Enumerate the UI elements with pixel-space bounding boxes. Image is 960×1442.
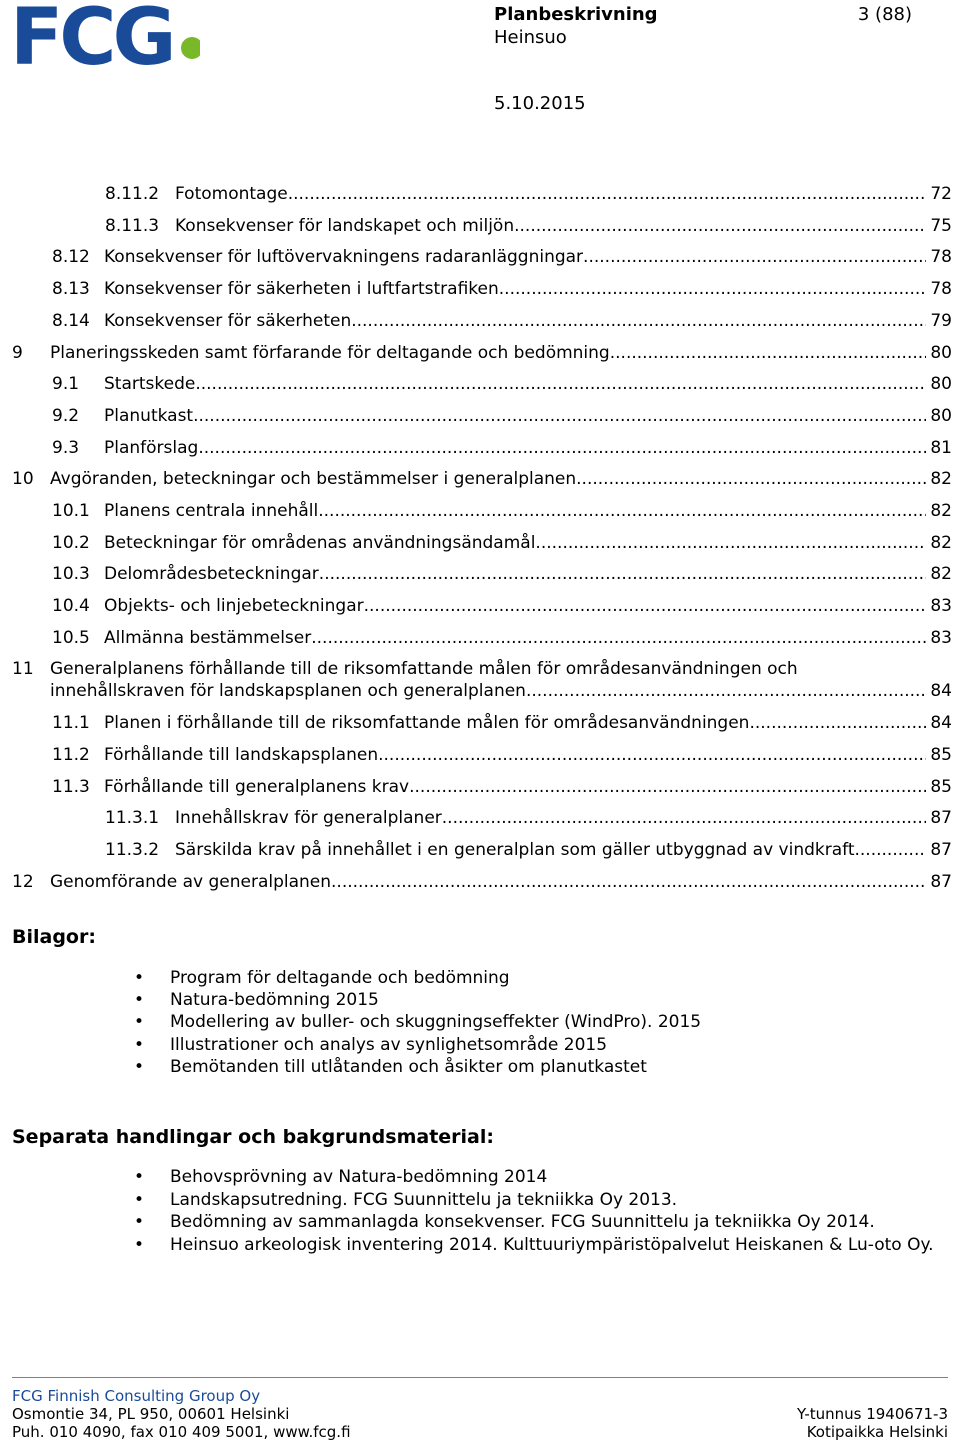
- toc-entry-title: Konsekvenser för säkerheten i luftfartstrafiken: [104, 279, 499, 299]
- toc-entry-title: Förhållande till generalplanens krav: [104, 777, 410, 797]
- toc-entry[interactable]: [52, 405, 952, 427]
- list-item-text: Program för deltagande och bedömning: [170, 968, 510, 988]
- toc-entry-title: Särskilda krav på innehållet i en generalplan som gäller utbyggnad av vindkraft: [175, 840, 855, 860]
- toc-entry-title: Fotomontage: [175, 184, 288, 204]
- list-item: [134, 967, 945, 989]
- toc-entry-page: 80: [930, 343, 952, 363]
- toc-entry[interactable]: [12, 342, 952, 364]
- list-item-text: Bemötanden till utlåtanden och åsikter om planutkastet: [170, 1057, 647, 1077]
- toc-dot-leader: [576, 468, 926, 490]
- toc-entry-number: 8.11.3: [105, 216, 160, 236]
- list-item: [134, 1056, 945, 1078]
- toc-entry-title: Avgöranden, beteckningar och bestämmelser i generalplanen: [50, 469, 577, 489]
- toc-dot-leader: [442, 807, 927, 829]
- list-item-text: Behovsprövning av Natura-bedömning 2014: [170, 1167, 548, 1187]
- toc-entry-title: Planens centrala innehåll: [104, 501, 319, 521]
- toc-entry-page: 79: [930, 311, 952, 331]
- toc-dot-leader: [610, 342, 927, 364]
- toc-dot-leader: [318, 500, 926, 522]
- toc-dot-leader: [351, 310, 926, 332]
- list-item: [134, 989, 945, 1011]
- toc-entry[interactable]: [52, 500, 952, 522]
- toc-entry-title: Planförslag: [104, 438, 199, 458]
- toc-entry-title: Konsekvenser för luftövervakningens radaranläggningar: [104, 247, 584, 267]
- toc-entry-page: 83: [930, 596, 952, 616]
- toc-entry-number: 11.2: [52, 745, 90, 765]
- toc-entry-number: 11.3: [52, 777, 90, 797]
- footer-divider: [12, 1377, 948, 1378]
- toc-entry-title: Generalplanens förhållande till de riksomfattande målen för områdesanvändningen och: [50, 659, 798, 679]
- document-subtitle: Heinsuo: [494, 27, 567, 48]
- list-item-text: Heinsuo arkeologisk inventering 2014. Kulttuuriympäristöpalvelut Heiskanen & Lu-oto Oy.: [170, 1235, 934, 1255]
- toc-entry[interactable]: [52, 373, 952, 395]
- toc-entry[interactable]: [52, 776, 952, 798]
- toc-dot-leader: [855, 839, 927, 861]
- toc-dot-leader: [319, 563, 927, 585]
- bullet-icon: •: [134, 1057, 145, 1077]
- toc-entry[interactable]: [12, 468, 952, 490]
- toc-entry-page: 80: [930, 406, 952, 426]
- footer-address: Osmontie 34, PL 950, 00601 Helsinki: [12, 1405, 290, 1423]
- toc-entry-page: 80: [930, 374, 952, 394]
- fcg-logo: [10, 2, 200, 68]
- toc-entry-number: 8.11.2: [105, 184, 160, 204]
- list-item: [134, 1234, 945, 1256]
- toc-entry-page: 87: [930, 840, 952, 860]
- list-item-text: Landskapsutredning. FCG Suunnittelu ja tekniikka Oy 2013.: [170, 1190, 678, 1210]
- fcg-logo-text: FCG: [10, 2, 173, 68]
- toc-dot-leader: [499, 278, 927, 300]
- toc-entry-page: 75: [930, 216, 952, 236]
- list-item: [134, 1211, 945, 1233]
- bullet-icon: •: [134, 990, 145, 1010]
- toc-entry-title: Objekts- och linjebeteckningar: [104, 596, 364, 616]
- toc-entry-number: 12: [12, 872, 34, 892]
- toc-dot-leader: [514, 215, 926, 237]
- toc-entry-page: 87: [930, 808, 952, 828]
- fcg-logo-dot: [181, 37, 200, 59]
- toc-entry-title: Konsekvenser för säkerheten: [104, 311, 352, 331]
- toc-entry-title: Planeringsskeden samt förfarande för deltagande och bedömning: [50, 343, 610, 363]
- toc-entry-number: 8.14: [52, 311, 90, 331]
- toc-entry-page: 85: [930, 745, 952, 765]
- toc-entry[interactable]: [52, 278, 952, 300]
- toc-entry-page: 82: [930, 533, 952, 553]
- toc-entry-title: Delområdesbeteckningar: [104, 564, 319, 584]
- list-item-text: Illustrationer och analys av synlighetsområde 2015: [170, 1035, 608, 1055]
- list-item: [134, 1034, 945, 1056]
- toc-entry[interactable]: [12, 658, 798, 680]
- toc-entry[interactable]: [105, 807, 952, 829]
- toc-entry-page: 83: [930, 628, 952, 648]
- toc-entry-title: Förhållande till landskapsplanen: [104, 745, 379, 765]
- toc-entry-number: 9.3: [52, 438, 80, 458]
- toc-entry-number: 11.3.1: [105, 808, 160, 828]
- toc-entry[interactable]: [105, 215, 952, 237]
- toc-entry-page: 82: [930, 564, 952, 584]
- toc-dot-leader: [409, 776, 926, 798]
- footer-domicile: Kotipaikka Helsinki: [806, 1423, 948, 1441]
- toc-entry-title: Beteckningar för områdenas användningsändamål: [104, 533, 536, 553]
- document-date: 5.10.2015: [494, 93, 586, 114]
- toc-dot-leader: [288, 183, 927, 205]
- toc-dot-leader: [311, 627, 926, 649]
- toc-entry-page: 84: [930, 681, 952, 701]
- toc-entry-number: 10: [12, 469, 34, 489]
- toc-dot-leader: [331, 871, 926, 893]
- separata-heading: Separata handlingar och bakgrundsmaterial:: [12, 1126, 494, 1148]
- list-item-text: Modellering av buller- och skuggningseffekter (WindPro). 2015: [170, 1012, 702, 1032]
- toc-entry-page: 82: [930, 469, 952, 489]
- toc-dot-leader: [195, 373, 926, 395]
- toc-entry-number: 9.2: [52, 406, 80, 426]
- toc-entry-title: Genomförande av generalplanen: [50, 872, 332, 892]
- toc-entry-page: 72: [930, 184, 952, 204]
- list-item: [134, 1189, 945, 1211]
- toc-entry-title: Innehållskrav för generalplaner: [175, 808, 442, 828]
- bullet-icon: •: [134, 1212, 145, 1232]
- toc-dot-leader: [193, 405, 926, 427]
- list-item-text: Bedömning av sammanlagda konsekvenser. FCG Suunnittelu ja tekniikka Oy 2014.: [170, 1212, 875, 1232]
- toc-entry-title: Startskede: [104, 374, 196, 394]
- toc-entry-page: 81: [930, 438, 952, 458]
- toc-entry[interactable]: [52, 532, 952, 554]
- toc-dot-leader: [583, 246, 926, 268]
- bilagor-heading: Bilagor:: [12, 926, 96, 948]
- toc-entry-number: 10.1: [52, 501, 90, 521]
- toc-entry-page: 87: [930, 872, 952, 892]
- toc-entry-title: Planutkast: [104, 406, 194, 426]
- toc-entry[interactable]: [52, 595, 952, 617]
- toc-entry-number: 11: [12, 659, 34, 679]
- toc-entry-title: Allmänna bestämmelser: [104, 628, 312, 648]
- toc-entry-page: 78: [930, 247, 952, 267]
- bullet-icon: •: [134, 1190, 145, 1210]
- bullet-icon: •: [134, 1035, 145, 1055]
- toc-entry[interactable]: [52, 627, 952, 649]
- toc-entry-number: 8.12: [52, 247, 90, 267]
- footer-company: FCG Finnish Consulting Group Oy: [12, 1387, 261, 1405]
- toc-entry[interactable]: [52, 310, 952, 332]
- document-title: Planbeskrivning: [494, 4, 658, 25]
- toc-entry-number: 10.3: [52, 564, 90, 584]
- list-item: [134, 1166, 945, 1188]
- toc-entry-page: 85: [930, 777, 952, 797]
- footer-business-id: Y-tunnus 1940671-3: [796, 1405, 948, 1423]
- bullet-icon: •: [134, 1167, 145, 1187]
- toc-entry[interactable]: [52, 712, 952, 734]
- bullet-icon: •: [134, 1235, 145, 1255]
- toc-entry[interactable]: [52, 246, 952, 268]
- toc-entry[interactable]: [52, 563, 952, 585]
- toc-entry-number: 9.1: [52, 374, 80, 394]
- list-item: [134, 1011, 945, 1033]
- toc-dot-leader: [749, 712, 926, 734]
- toc-entry-number: 9: [12, 343, 23, 363]
- toc-entry-page: 78: [930, 279, 952, 299]
- toc-entry-page: 84: [930, 713, 952, 733]
- toc-entry-title-continued: innehållskraven för landskapsplanen och generalplanen: [50, 681, 526, 701]
- toc-entry-title: Planen i förhållande till de riksomfattande målen för områdesanvändningen: [104, 713, 750, 733]
- toc-entry-number: 10.5: [52, 628, 90, 648]
- toc-dot-leader: [198, 437, 926, 459]
- list-item-text: Natura-bedömning 2015: [170, 990, 379, 1010]
- toc-entry-title: Konsekvenser för landskapet och miljön: [175, 216, 515, 236]
- toc-entry[interactable]: [105, 183, 952, 205]
- toc-entry-number: 10.4: [52, 596, 90, 616]
- footer-contact: Puh. 010 4090, fax 010 409 5001, www.fcg.fi: [12, 1423, 351, 1441]
- toc-dot-leader: [535, 532, 926, 554]
- toc-entry[interactable]: [105, 839, 952, 861]
- bullet-icon: •: [134, 968, 145, 988]
- toc-entry-number: 10.2: [52, 533, 90, 553]
- toc-dot-leader: [526, 680, 926, 702]
- toc-entry[interactable]: [52, 744, 952, 766]
- bullet-icon: •: [134, 1012, 145, 1032]
- toc-entry-number: 11.3.2: [105, 840, 160, 860]
- toc-entry-number: 8.13: [52, 279, 90, 299]
- toc-dot-leader: [364, 595, 927, 617]
- toc-entry-continuation[interactable]: [50, 680, 952, 702]
- toc-entry-number: 11.1: [52, 713, 90, 733]
- toc-entry-page: 82: [930, 501, 952, 521]
- toc-entry[interactable]: [52, 437, 952, 459]
- page-number: 3 (88): [857, 4, 912, 25]
- toc-dot-leader: [378, 744, 926, 766]
- toc-entry[interactable]: [12, 871, 952, 893]
